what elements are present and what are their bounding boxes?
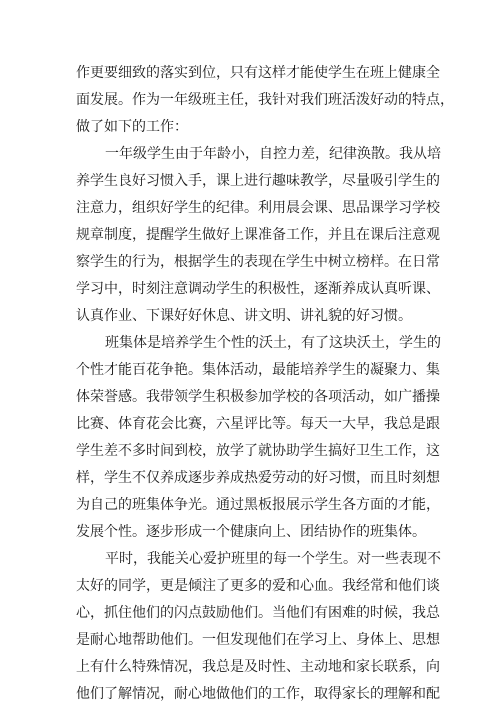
text-line: 学生差不多时间到校，放学了就协助学生搞好卫生工作，这 bbox=[76, 443, 440, 459]
text-line: 作更要细致的落实到位，只有这样才能使学生在班上健康全 bbox=[76, 65, 440, 81]
text-line: 比赛、体育花会比赛，六星评比等。每天一大早，我总是跟 bbox=[76, 416, 440, 432]
text-line: 班集体是培养学生个性的沃土，有了这块沃土，学生的 bbox=[105, 335, 441, 351]
text-line: 一年级学生由于年龄小，自控力差，纪律涣散。我从培 bbox=[105, 146, 441, 162]
text-line: 察学生的行为，根据学生的表现在学生中树立榜样。在日常 bbox=[76, 254, 440, 270]
text-line: 平时，我能关心爱护班里的每一个学生。对一些表现不 bbox=[105, 551, 441, 567]
text-line: 上有什么特殊情况，我总是及时性、主动地和家长联系，向 bbox=[76, 659, 440, 675]
text-line: 发展个性。逐步形成一个健康向上、团结协作的班集体。 bbox=[76, 524, 426, 540]
text-line: 为自己的班集体争光。通过黑板报展示学生各方面的才能， bbox=[76, 497, 440, 513]
text-line: 规章制度，提醒学生做好上课准备工作，并且在课后注意观 bbox=[76, 227, 440, 243]
text-line: 心，抓住他们的闪点鼓励他们。当他们有困难的时候，我总 bbox=[76, 605, 440, 621]
text-line: 学习中，时刻注意调动学生的积极性，逐渐养成认真听课、 bbox=[76, 281, 440, 297]
text-line: 样，学生不仅养成逐步养成热爱劳动的好习惯，而且时刻想 bbox=[76, 470, 440, 486]
text-line: 是耐心地帮助他们。一但发现他们在学习上、身体上、思想 bbox=[76, 632, 440, 648]
text-line: 个性才能百花争艳。集体活动，最能培养学生的凝聚力、集 bbox=[76, 362, 440, 378]
text-line: 养学生良好习惯入手，课上进行趣味教学，尽量吸引学生的 bbox=[76, 173, 440, 189]
text-line: 认真作业、下课好好休息、讲文明、讲礼貌的好习惯。 bbox=[76, 308, 412, 324]
text-line: 做了如下的工作： bbox=[76, 119, 188, 135]
text-line: 面发展。作为一年级班主任，我针对我们班活泼好动的特点， bbox=[76, 92, 454, 108]
text-line: 太好的同学，更是倾注了更多的爱和心血。我经常和他们谈 bbox=[76, 578, 440, 594]
text-line: 注意力，组织好学生的纪律。利用晨会课、思品课学习学校 bbox=[76, 200, 440, 216]
text-line: 他们了解情况，耐心地做他们的工作，取得家长的理解和配 bbox=[76, 686, 440, 702]
text-line: 体荣誉感。我带领学生积极参加学校的各项活动，如广播操 bbox=[76, 389, 440, 405]
